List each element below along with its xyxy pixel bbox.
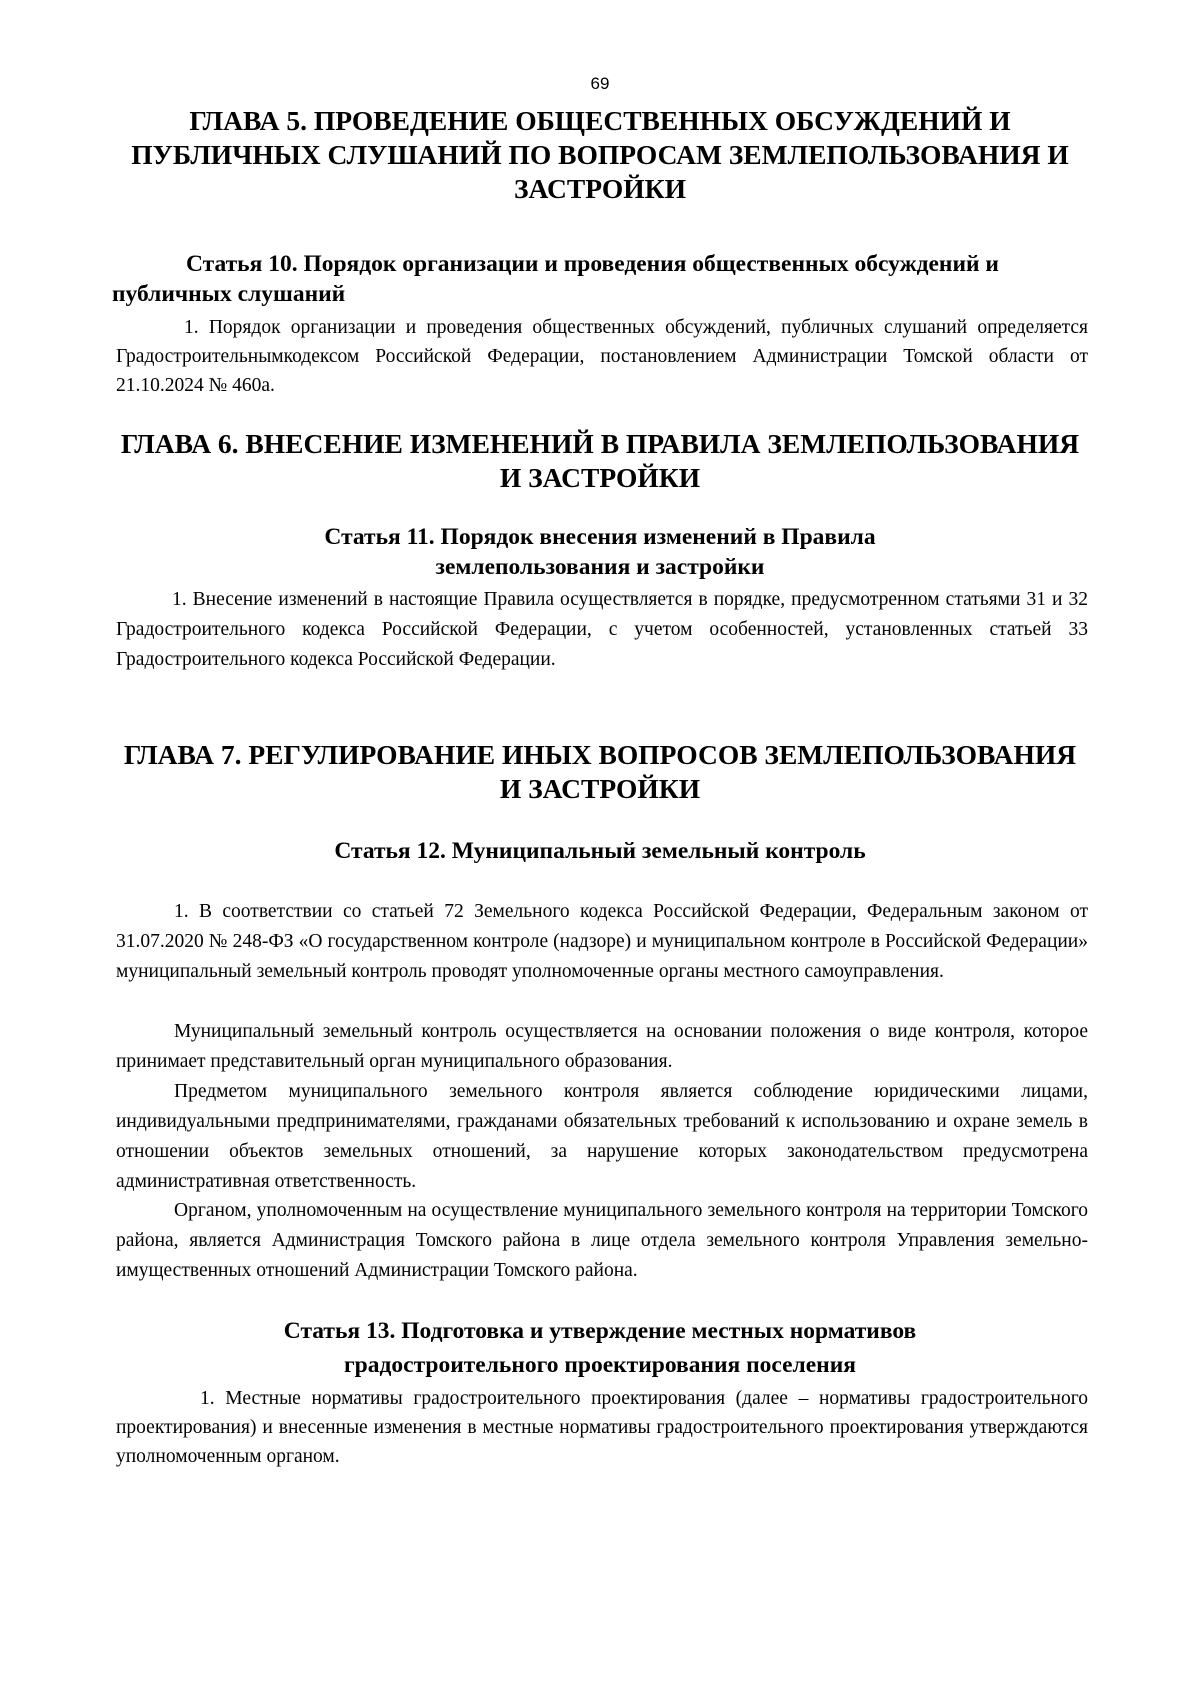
- article-12-paragraph-4: Органом, уполномоченным на осуществление муниципального земельного контроля на территории Томского района, является Администрация Томского района в лице отдела земельного контроля Управления земельно-имущественных отношений Администрации Томского района.: [116, 1200, 1088, 1281]
- chapter-6-heading: ГЛАВА 6. ВНЕСЕНИЕ ИЗМЕНЕНИЙ В ПРАВИЛА ЗЕМЛЕПОЛЬЗОВАНИЯ И ЗАСТРОЙКИ: [120, 428, 1080, 493]
- article-12-paragraph-3: Предметом муниципального земельного контроля является соблюдение юридическими лицами, индивидуальными предпринимателями, гражданами обязательных требований к использованию и охране земель в отношении объектов земельных отношений, за нарушение которых законодательством предусмотрена административная ответственность.: [116, 1081, 1088, 1192]
- chapter-7-heading: ГЛАВА 7. РЕГУЛИРОВАНИЕ ИНЫХ ВОПРОСОВ ЗЕМЛЕПОЛЬЗОВАНИЯ И ЗАСТРОЙКИ: [123, 739, 1077, 804]
- article-12-paragraph-2: Муниципальный земельный контроль осуществляется на основании положения о виде контроля, которое принимает представительный орган муниципального образования.: [116, 1021, 1088, 1072]
- article-12-heading: Статья 12. Муниципальный земельный контроль: [334, 838, 866, 864]
- article-13-paragraph-1: 1. Местные нормативы градостроительного проектирования (далее – нормативы градостроительного проектирования) и внесенные изменения в местные нормативы градостроительного проектирования утверждаются уполномоченным органом.: [116, 1388, 1088, 1467]
- page-number: 69: [590, 74, 610, 93]
- article-11-paragraph-1: 1. Внесение изменений в настоящие Правила осуществляется в порядке, предусмотренном статьями 31 и 32 Градостроительного кодекса Российской Федерации, с учетом особенностей, установленных статьей 33 Градостроительного кодекса Российской Федерации.: [116, 589, 1088, 670]
- article-12-paragraph-1: 1. В соответствии со статьей 72 Земельного кодекса Российской Федерации, Федеральным законом от 31.07.2020 № 248-ФЗ «О государственном контроле (надзоре) и муниципальном контроле в Российской Федерации» муниципальный земельный контроль проводят уполномоченные органы местного самоуправления.: [116, 901, 1088, 982]
- article-10-heading: Статья 10. Порядок организации и проведения общественных обсуждений и публичных слушаний: [112, 251, 999, 307]
- article-11-heading: Статья 11. Порядок внесения изменений в Правила землепользования и застройки: [324, 524, 876, 580]
- article-13-heading: Статья 13. Подготовка и утверждение местных нормативов градостроительного проектирования поселения: [283, 1318, 917, 1378]
- article-10-paragraph-1: 1. Порядок организации и проведения общественных обсуждений, публичных слушаний определяется Градостроительнымкодексом Российской Федерации, постановлением Администрации Томской области от 21.10.2024 № 460а.: [116, 317, 1088, 396]
- chapter-5-heading: ГЛАВА 5. ПРОВЕДЕНИЕ ОБЩЕСТВЕННЫХ ОБСУЖДЕНИЙ И ПУБЛИЧНЫХ СЛУШАНИЙ ПО ВОПРОСАМ ЗЕМЛЕПОЛЬЗОВАНИЯ И ЗАСТРОЙКИ: [131, 105, 1069, 204]
